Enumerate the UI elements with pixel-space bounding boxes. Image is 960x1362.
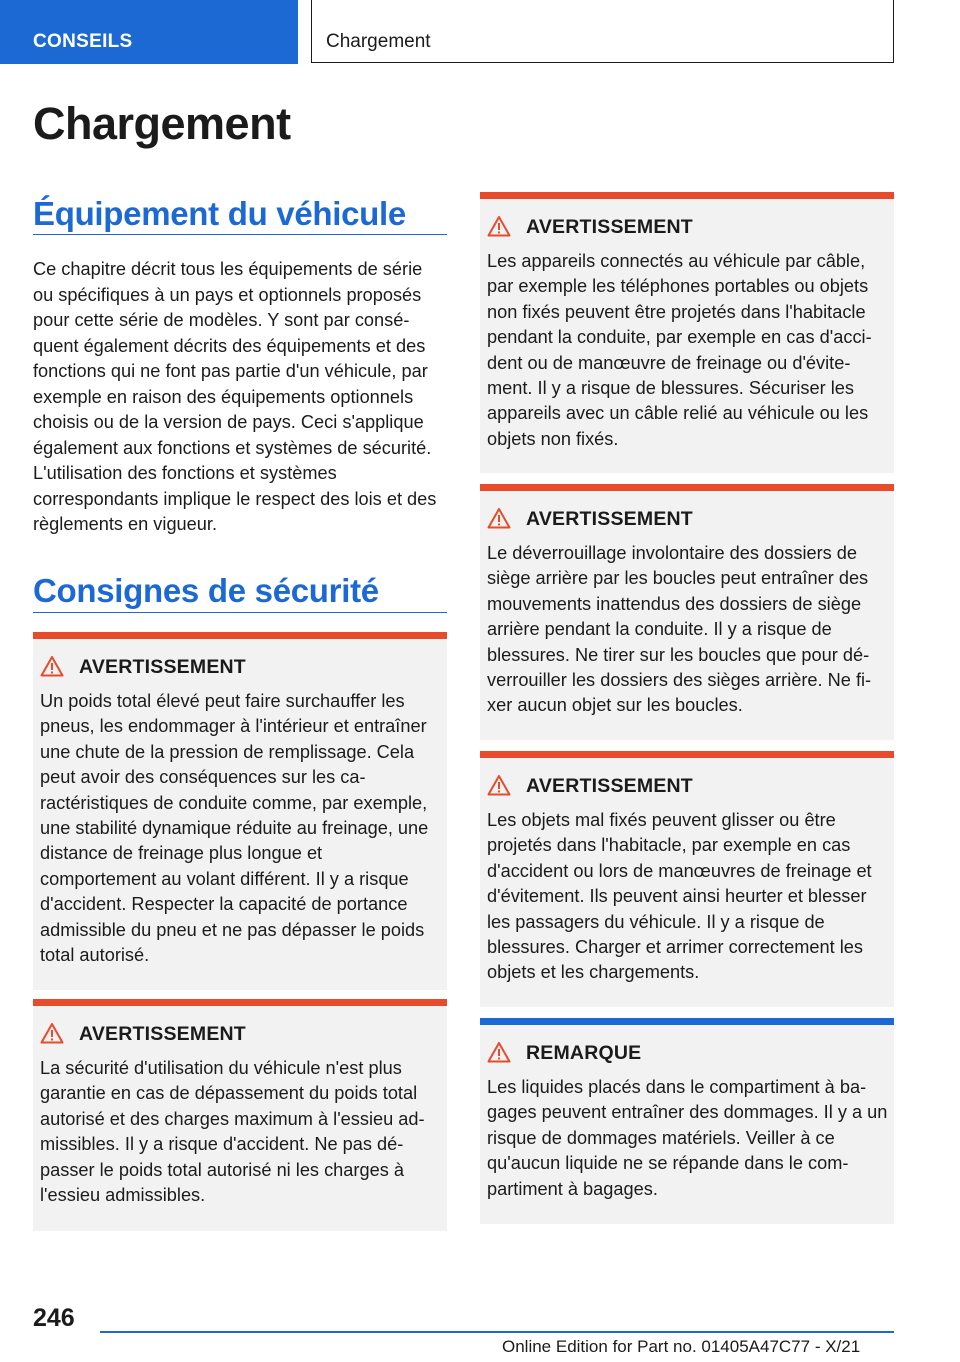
- warning-box: [33, 632, 447, 990]
- notice-label: AVERTISSEMENT: [79, 656, 246, 678]
- warning-triangle-icon: [40, 1022, 64, 1044]
- notice-text: Un poids total élevé peut faire surchauffer les pneus, les endommager à l'intérieur et entraîner une chute de la pression de remplissage. Cela peut avoir des conséquences sur les caractéristiques de conduite comme, par exemple, une stabilité dynamique réduite au freinage, une distance de freinage plus longue et comportement au volant différent. Il y a risque d'accident. Respecter la capacité de portance admissible du pneu et ne pas dépasser le poids total autorisé.: [40, 691, 429, 966]
- chapter-tab: [311, 0, 894, 63]
- notice-label: AVERTISSEMENT: [79, 1023, 246, 1045]
- warning-bar: [480, 484, 894, 491]
- notice-label: REMARQUE: [526, 1042, 642, 1064]
- section-heading-equipment: Équipement du véhicule: [33, 195, 406, 232]
- notice-text: Les appareils connectés au véhicule par câble, par exemple les téléphones portables ou objets non fixés peuvent être projetés dans l'habitacle pendant la conduite, par exemple en cas d'accident ou de manœuvre de freinage ou d'évitement. Il y a risque de blessures. Sécuriser les appareils avec un câble relié au véhicule ou les objets non fixés.: [487, 251, 872, 449]
- warning-box: [33, 999, 447, 1231]
- section-paragraph: Ce chapitre décrit tous les équipements de série ou spécifiques à un pays et optionnels proposés pour cette série de modèles. Y sont par conséquent également décrits des équipements et des fonctions qui ne font pas partie d'un véhicule, par exemple en raison des équipements optionnels choisis ou de la version de pays. Ceci s'applique également aux fonctions et systèmes de sécurité. L'utilisation des fonctions et systèmes correspondants implique le respect des lois et des règlements en vigueur.: [33, 259, 437, 534]
- chapter-label: Chargement: [326, 31, 431, 52]
- warning-triangle-icon: [40, 655, 64, 677]
- warning-box: [480, 751, 894, 1007]
- warning-bar: [33, 632, 447, 639]
- notice-label: AVERTISSEMENT: [526, 775, 693, 797]
- page-title: Chargement: [33, 98, 291, 149]
- notice-text: La sécurité d'utilisation du véhicule n'est plus garantie en cas de dépassement du poids total autorisé et des charges maximum à l'essieu admissibles. Il y a risque d'accident. Ne pas dépasser le poids total autorisé ni les charges à l'essieu admissibles.: [40, 1058, 425, 1206]
- notice-text: Le déverrouillage involontaire des dossiers de siège arrière par les boucles peut entraîner des mouvements inattendus des dossiers de siège arrière pendant la conduite. Il y a risque de blessures. Ne tirer sur les boucles que pour déverrouiller les dossiers des sièges arrière. Ne fixer aucun objet sur les boucles.: [487, 543, 872, 716]
- warning-box: [480, 484, 894, 740]
- notice-text: Les objets mal fixés peuvent glisser ou être projetés dans l'habitacle, par exemple en cas d'accident ou lors de manœuvres de freinage et d'évitement. Ils peuvent ainsi heurter et blesser les passagers du véhicule. Il y a risque de blessures. Charger et arrimer correctement les objets et les chargements.: [487, 810, 872, 983]
- edition-note: Online Edition for Part no. 01405A47C77 - X/21: [502, 1337, 861, 1356]
- section-rule: [33, 612, 447, 613]
- warning-triangle-icon: [487, 507, 511, 529]
- section-label: CONSEILS: [33, 31, 133, 52]
- notice-label: AVERTISSEMENT: [526, 216, 693, 238]
- warning-bar: [480, 192, 894, 199]
- warning-triangle-icon: [487, 1041, 511, 1063]
- section-tab: [0, 0, 298, 64]
- section-rule: [33, 234, 447, 235]
- warning-triangle-icon: [487, 774, 511, 796]
- page-number: 246: [33, 1304, 75, 1332]
- footer-rule: [100, 1331, 894, 1333]
- notice-text: Les liquides placés dans le compartiment à bagages peuvent entraîner des dommages. Il y a un risque de dommages matériels. Veiller à ce qu'aucun liquide ne se répande dans le compartiment à bagages.: [487, 1077, 888, 1199]
- note-box: [480, 1018, 894, 1224]
- warning-box: [480, 192, 894, 473]
- section-heading-safety: Consignes de sécurité: [33, 572, 379, 609]
- warning-bar: [480, 751, 894, 758]
- notice-label: AVERTISSEMENT: [526, 508, 693, 530]
- warning-triangle-icon: [487, 215, 511, 237]
- warning-bar: [33, 999, 447, 1006]
- note-bar: [480, 1018, 894, 1025]
